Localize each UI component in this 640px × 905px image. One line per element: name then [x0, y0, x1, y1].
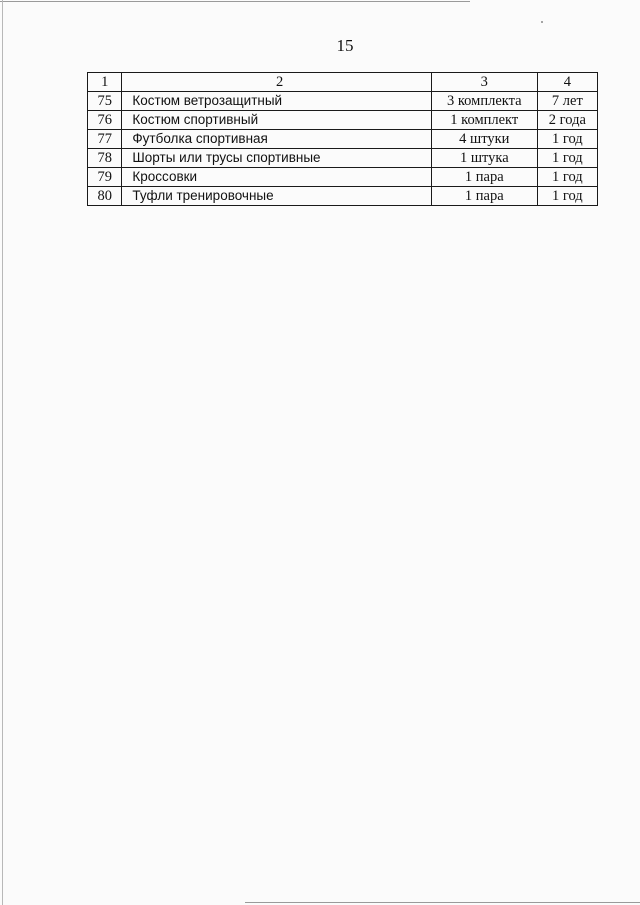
item-term: 2 года [537, 111, 597, 130]
item-name-text: Кроссовки [132, 169, 198, 184]
header-cell-4: 4 [537, 73, 597, 92]
item-term: 1 год [537, 130, 597, 149]
item-name-text: Шорты или трусы спортивные [132, 150, 321, 165]
item-term: 7 лет [537, 92, 597, 111]
row-number: 77 [88, 130, 122, 149]
table-row [88, 168, 598, 187]
table-row [88, 149, 598, 168]
scan-edge-bottom [245, 902, 640, 903]
row-number: 76 [88, 111, 122, 130]
item-term: 1 год [537, 187, 597, 206]
item-term: 1 год [537, 149, 597, 168]
items-table [87, 72, 598, 206]
row-number: 75 [88, 92, 122, 111]
item-name-text: Костюм ветрозащитный [132, 93, 283, 108]
row-number: 80 [88, 187, 122, 206]
header-cell-2: 2 [122, 73, 431, 92]
item-quantity: 1 комплект [431, 111, 537, 130]
header-cell-1: 1 [88, 73, 122, 92]
item-quantity: 1 пара [431, 187, 537, 206]
item-term: 1 год [537, 168, 597, 187]
scan-speck [541, 21, 543, 23]
table-row [88, 130, 598, 149]
item-name-text: Туфли тренировочные [132, 188, 274, 203]
page-number: 15 [336, 36, 354, 55]
item-name [122, 187, 431, 206]
scan-edge-left [2, 0, 3, 905]
item-name [122, 149, 431, 168]
header-cell-3: 3 [431, 73, 537, 92]
table-row [88, 111, 598, 130]
item-name-text: Костюм спортивный [132, 112, 259, 127]
row-number: 79 [88, 168, 122, 187]
table-row [88, 92, 598, 111]
item-quantity: 3 комплекта [431, 92, 537, 111]
item-quantity: 1 пара [431, 168, 537, 187]
row-number: 78 [88, 149, 122, 168]
scan-edge-top [0, 1, 470, 2]
item-quantity: 1 штука [431, 149, 537, 168]
item-quantity: 4 штуки [431, 130, 537, 149]
item-name [122, 168, 431, 187]
item-name-text: Футболка спортивная [132, 131, 268, 146]
item-name [122, 92, 431, 111]
item-name [122, 111, 431, 130]
table-header-row [88, 73, 598, 92]
table-row [88, 187, 598, 206]
item-name [122, 130, 431, 149]
